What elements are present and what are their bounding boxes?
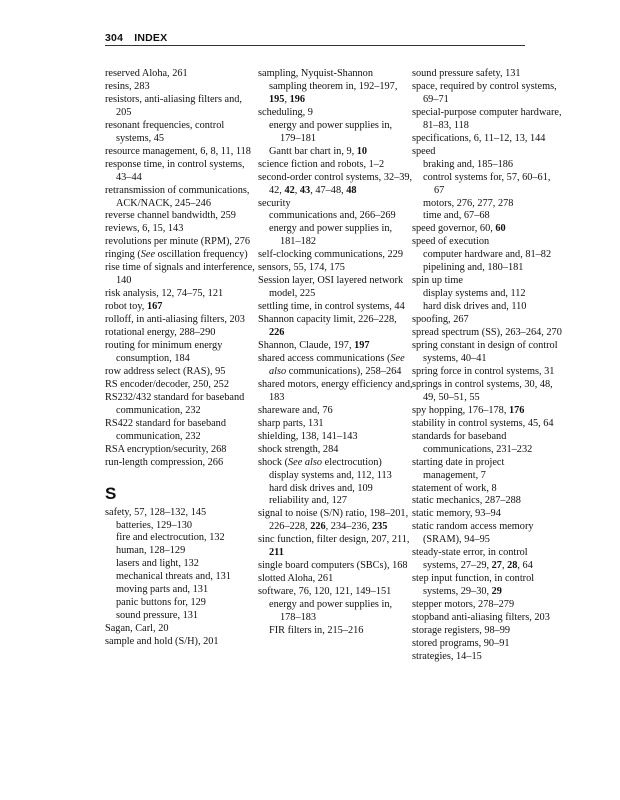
index-subentry: control systems for, 57, 60–61, 67 <box>423 171 551 196</box>
index-entry: robot toy, 167 <box>105 301 163 313</box>
index-entry: resonant frequencies, control systems, 45 <box>105 119 225 144</box>
index-entry: stored programs, 90–91 <box>412 637 510 649</box>
index-entry: sensors, 55, 174, 175 <box>258 262 345 274</box>
index-entry: specifications, 6, 11–12, 13, 144 <box>412 132 546 144</box>
index-entry: speed <box>412 145 436 157</box>
index-subentry: display systems and, 112 <box>423 288 526 300</box>
index-entry: static memory, 93–94 <box>412 508 501 520</box>
index-entry: RS232/432 standard for baseband communication, 232 <box>105 391 245 416</box>
index-entry: storage registers, 98–99 <box>412 624 511 636</box>
index-entry: Shannon, Claude, 197, 197 <box>258 340 370 352</box>
index-entry: scheduling, 9 <box>258 106 313 118</box>
index-entry: sample and hold (S/H), 201 <box>105 636 219 648</box>
index-entry: RS encoder/decoder, 250, 252 <box>105 378 229 390</box>
index-entry: resistors, anti-aliasing filters and, 205 <box>105 93 242 118</box>
index-entry: standards for baseband communications, 231–232 <box>412 430 533 455</box>
index-entry: sharp parts, 131 <box>258 417 324 429</box>
index-subentry: time and, 67–68 <box>423 210 490 222</box>
index-entry: shareware and, 76 <box>258 404 333 416</box>
index-subentry: panic buttons for, 129 <box>116 597 206 609</box>
index-entry: strategies, 14–15 <box>412 650 482 662</box>
index-entry: stopband anti-aliasing filters, 203 <box>412 612 550 624</box>
index-entry: sampling, Nyquist-Shannon sampling theorem in, 192–197, 195, 196 <box>258 68 398 105</box>
index-entry: rise time of signals and interference, 140 <box>105 262 255 287</box>
index-entry: rotational energy, 288–290 <box>105 327 216 339</box>
index-entry: RS422 standard for baseband communication, 232 <box>105 417 226 442</box>
index-entry: Sagan, Carl, 20 <box>105 623 169 635</box>
index-entry: risk analysis, 12, 74–75, 121 <box>105 288 224 300</box>
index-entry: settling time, in control systems, 44 <box>258 301 405 313</box>
section-letter: S <box>105 483 117 503</box>
index-entry: run-length compression, 266 <box>105 456 224 468</box>
index-entry: second-order control systems, 32–39, 42, 42, 43, 47–48, 48 <box>258 171 413 196</box>
index-entry: static mechanics, 287–288 <box>412 495 521 507</box>
index-entry: self-clocking communications, 229 <box>258 249 403 261</box>
index-subentry: communications and, 266–269 <box>269 210 396 222</box>
index-entry: space, required by control systems, 69–71 <box>412 80 557 105</box>
index-entry: reverse channel bandwidth, 259 <box>105 210 236 222</box>
index-subentry: hard disk drives and, 109 <box>269 482 373 494</box>
index-subentry: hard disk drives and, 110 <box>423 301 527 313</box>
index-entry: sinc function, filter design, 207, 211, 211 <box>258 534 410 559</box>
index-column-1 <box>105 68 255 649</box>
index-entry: stability in control systems, 45, 64 <box>412 417 554 429</box>
index-entry: steady-state error, in control systems, 27–29, 27, 28, 64 <box>412 547 533 572</box>
index-subentry: Gantt bar chart in, 9, 10 <box>269 145 368 157</box>
index-entry: statement of work, 8 <box>412 482 497 494</box>
index-entry: routing for minimum energy consumption, 184 <box>105 340 223 364</box>
index-entry: shielding, 138, 141–143 <box>258 430 358 442</box>
index-entry: spring constant in design of control systems, 40–41 <box>412 340 558 364</box>
index-entry: revolutions per minute (RPM), 276 <box>105 236 251 248</box>
index-entry: retransmission of communications, ACK/NACK, 245–246 <box>105 184 250 209</box>
index-entry: special-purpose computer hardware, 81–83, 118 <box>412 106 562 131</box>
index-entry: security <box>258 197 291 209</box>
index-subentry: sound pressure, 131 <box>116 610 199 622</box>
running-header <box>105 32 525 44</box>
index-entry: response time, in control systems, 43–44 <box>105 158 245 183</box>
header-title: INDEX <box>134 32 168 44</box>
index-entry: resource management, 6, 8, 11, 118 <box>105 145 251 157</box>
index-entry: shared motors, energy efficiency and, 183 <box>258 378 413 403</box>
index-entry: speed governor, 60, 60 <box>412 223 506 235</box>
index-entry: step input function, in control systems, 29–30, 29 <box>412 573 535 598</box>
index-entry: ringing (See oscillation frequency) <box>105 249 248 261</box>
index-subentry: mechanical threats and, 131 <box>116 571 231 583</box>
index-column-3 <box>412 68 562 664</box>
index-subentry: reliability and, 127 <box>269 495 348 507</box>
index-entry: row address select (RAS), 95 <box>105 365 226 377</box>
index-subentry: motors, 276, 277, 278 <box>423 197 514 209</box>
index-entry: rolloff, in anti-aliasing filters, 203 <box>105 314 245 326</box>
index-entry: single board computers (SBCs), 168 <box>258 560 408 572</box>
index-entry: stepper motors, 278–279 <box>412 599 515 611</box>
index-entry: spring force in control systems, 31 <box>412 365 555 377</box>
index-entry: software, 76, 120, 121, 149–151 <box>258 586 392 598</box>
index-subentry: FIR filters in, 215–216 <box>269 624 364 636</box>
index-entry: Shannon capacity limit, 226–228, 226 <box>258 314 397 339</box>
index-entry: safety, 57, 128–132, 145 <box>105 506 207 518</box>
index-subentry: energy and power supplies in, 179–181 <box>269 119 393 144</box>
index-column-2 <box>258 68 413 638</box>
index-entry: springs in control systems, 30, 48, 49, 50–51, 55 <box>412 378 553 403</box>
index-entry: signal to noise (S/N) ratio, 198–201, 226–228, 226, 234–236, 235 <box>258 508 409 533</box>
index-subentry: energy and power supplies in, 181–182 <box>269 223 393 248</box>
index-subentry: lasers and light, 132 <box>116 558 199 570</box>
index-entry: Session layer, OSI layered network model, 225 <box>258 275 404 300</box>
index-subentry: human, 128–129 <box>116 545 186 557</box>
index-entry: slotted Aloha, 261 <box>258 573 334 585</box>
index-entry: reviews, 6, 15, 143 <box>105 223 184 235</box>
index-entry: speed of execution <box>412 236 490 248</box>
index-entry: reserved Aloha, 261 <box>105 68 188 79</box>
index-subentry: moving parts and, 131 <box>116 584 209 596</box>
index-entry: static random access memory (SRAM), 94–95 <box>412 521 534 546</box>
header-rule <box>105 45 525 46</box>
index-subentry: computer hardware and, 81–82 <box>423 249 552 261</box>
index-entry: resins, 283 <box>105 80 150 92</box>
index-subentry: pipelining and, 180–181 <box>423 262 524 274</box>
index-subentry: braking and, 185–186 <box>423 158 514 170</box>
index-entry: starting date in project management, 7 <box>412 456 505 481</box>
index-entry: spoofing, 267 <box>412 314 469 326</box>
index-entry: sound pressure safety, 131 <box>412 68 521 79</box>
index-entry: RSA encryption/security, 268 <box>105 443 227 455</box>
index-entry: spin up time <box>412 275 463 287</box>
index-entry: shared access communications (See also communications), 258–264 <box>258 352 405 377</box>
index-subentry: batteries, 129–130 <box>116 519 193 531</box>
index-subentry: energy and power supplies in, 178–183 <box>269 599 393 624</box>
index-subentry: display systems and, 112, 113 <box>269 469 392 481</box>
index-entry: shock strength, 284 <box>258 443 339 455</box>
index-entry: spread spectrum (SS), 263–264, 270 <box>412 327 562 339</box>
index-entry: shock (See also electrocution) <box>258 456 382 468</box>
index-entry: spy hopping, 176–178, 176 <box>412 404 525 416</box>
page-number: 304 <box>105 32 124 44</box>
index-entry: science fiction and robots, 1–2 <box>258 158 385 170</box>
index-subentry: fire and electrocution, 132 <box>116 532 225 544</box>
